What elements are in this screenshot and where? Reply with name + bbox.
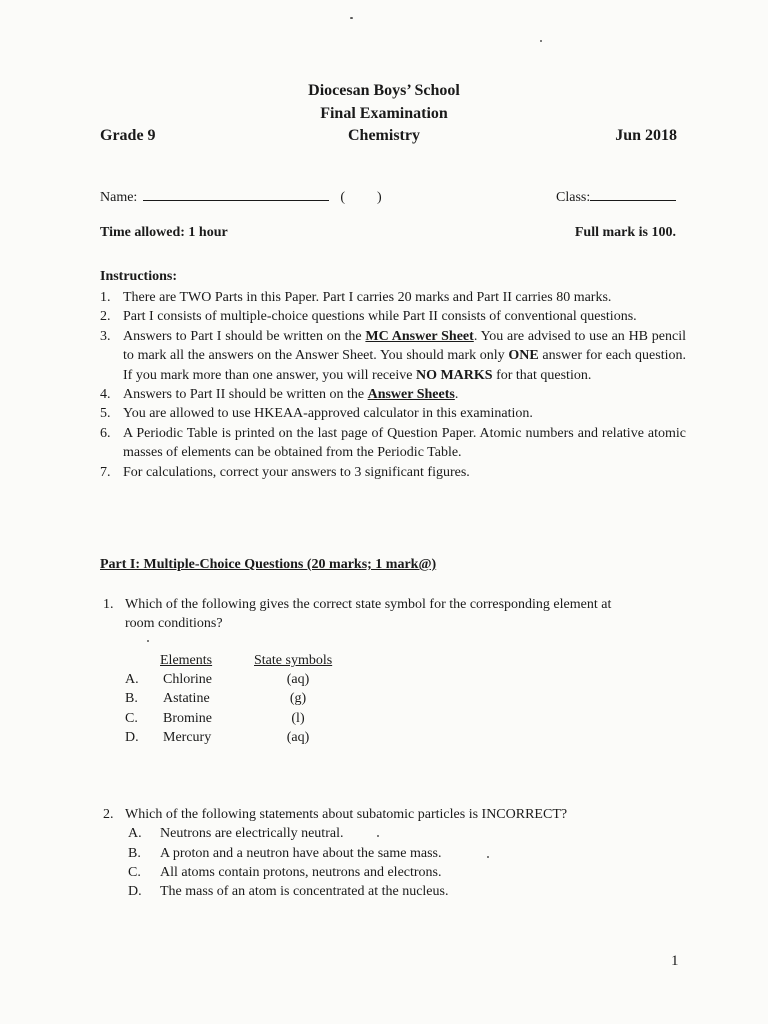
name-row [100,187,382,206]
q2-option-text: The mass of an atom is concentrated at the nucleus. [160,884,449,899]
q2-option-letter[interactable]: D. [128,884,142,899]
instruction-item: 5. You are allowed to use HKEAA-approved calculator in this examination. [100,406,533,422]
q2-option-text: All atoms contain protons, neutrons and electrons. [160,865,442,880]
q2-option-text: A proton and a neutron have about the same mass. [160,846,442,861]
q1-col-states: State symbols [254,653,333,668]
q1-element: Astatine [163,691,210,706]
q1-state: (aq) [286,672,310,687]
q1-option-row[interactable]: C. [125,711,138,726]
q2-option-letter[interactable]: B. [128,846,141,861]
q2-text: Which of the following statements about subatomic particles is INCORRECT? [125,807,568,822]
q1-element: Chlorine [163,672,212,687]
q1-option-row[interactable]: B. [125,691,138,706]
scan-speck [350,17,353,19]
instruction-item: 2. Part I consists of multiple-choice questions while Part II consists of conventional questions. [100,309,637,325]
q2-option-text: Neutrons are electrically neutral. [160,826,344,841]
name-field[interactable] [143,187,329,201]
scan-speck [487,856,489,858]
instruction-item: 3. Answers to Part I should be written on the MC Answer Sheet. You are advised to use an HB pencil to mark all the answers on the Answer Sheet. You should mark only ONE answer for each question. If you mark more than one answer, you will receive NO MARKS for that question. [100,328,686,383]
mc-answer-sheet-ref: MC Answer Sheet [365,328,474,344]
q2-option-letter[interactable]: C. [128,865,141,880]
time-allowed: Time allowed: 1 hour [100,225,228,240]
exam-title: Final Examination [320,105,448,122]
part1-heading: Part I: Multiple-Choice Questions (20 marks; 1 mark@) [100,557,437,572]
class-number-paren-close: ) [377,190,382,205]
exam-date: Jun 2018 [615,127,677,144]
full-mark: Full mark is 100. [574,225,676,240]
instruction-item: 7. For calculations, correct your answers to 3 significant figures. [100,464,470,480]
q2-number: 2. [103,807,114,822]
instructions-heading: Instructions: [100,269,178,284]
answer-sheets-ref: Answer Sheets [367,387,455,403]
q1-col-elements: Elements [160,653,213,668]
q1-state: (l) [291,711,305,726]
q1-state: (g) [289,691,307,706]
subject-title: Chemistry [348,127,420,144]
q1-text-line1: Which of the following gives the correct state symbol for the corresponding element at [125,597,612,612]
instruction-item: 6. A Periodic Table is printed on the last page of Question Paper. Atomic numbers and relative atomic masses of elements can be obtained from the Periodic Table. [100,425,686,461]
scan-speck [540,40,542,42]
q1-state: (aq) [286,730,310,745]
q1-option-row[interactable]: A. [125,672,139,687]
class-number-paren-open: ( [340,190,345,205]
class-label: Class: [556,190,591,205]
q1-element: Mercury [163,730,212,745]
q1-text-line2: room conditions? [125,616,223,631]
q2-option-letter[interactable]: A. [128,826,142,841]
q1-option-row[interactable]: D. [125,730,139,745]
page-number: 1 [671,953,679,969]
scan-speck [147,640,149,642]
name-label: Name: [100,190,138,205]
instructions-list [100,288,686,482]
q1-element: Bromine [163,711,212,726]
class-field[interactable] [590,187,676,201]
grade-label: Grade 9 [100,127,156,144]
q1-number: 1. [103,597,114,612]
instruction-item: 4. Answers to Part II should be written on the Answer Sheets. [100,387,459,403]
class-row [556,187,676,206]
instruction-item: 1. There are TWO Parts in this Paper. Part I carries 20 marks and Part II carries 80 marks. [100,290,612,305]
school-name: Diocesan Boys’ School [308,82,460,99]
scan-speck [377,835,379,837]
